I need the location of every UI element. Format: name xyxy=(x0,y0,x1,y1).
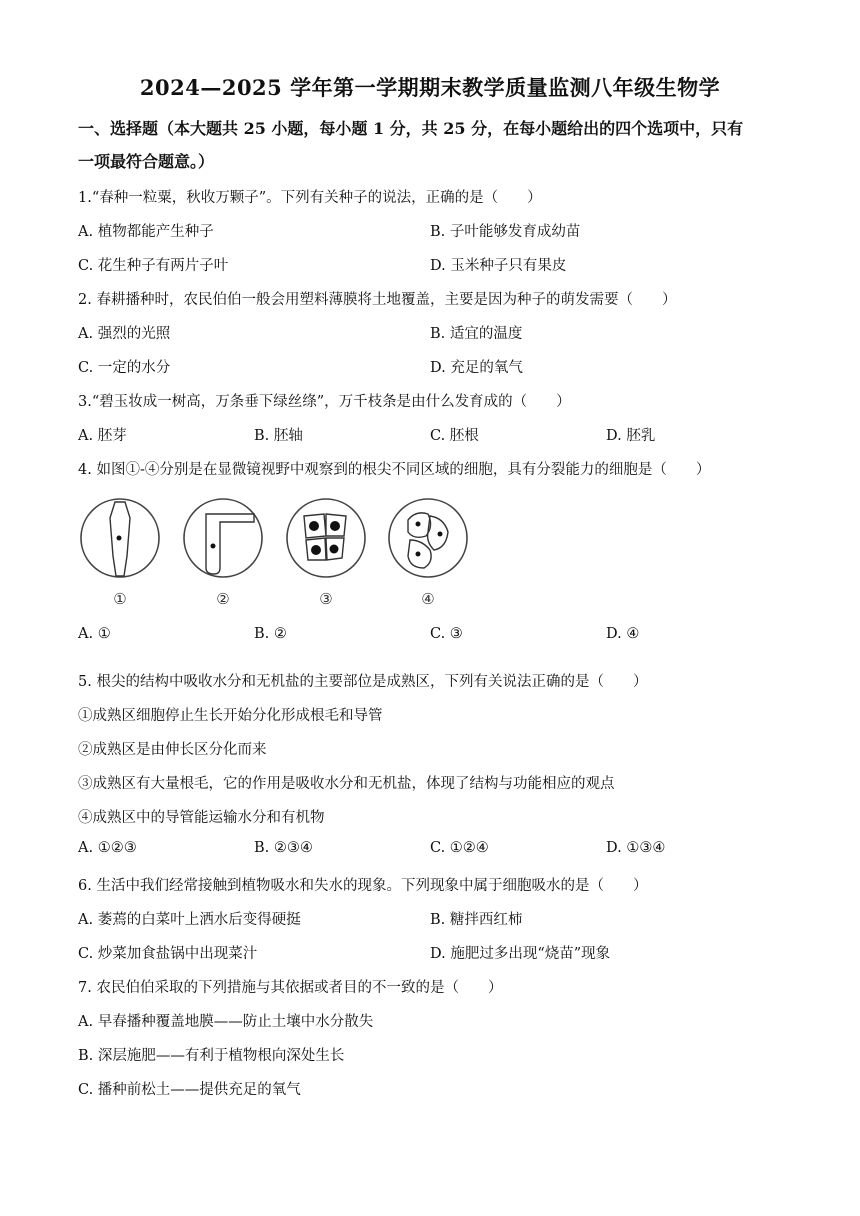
q4-option-d[interactable]: D. ④ xyxy=(606,626,640,642)
q6-option-a[interactable]: A. 萎蔫的白菜叶上洒水后变得硬挺 xyxy=(78,912,301,928)
q6-option-c[interactable]: C. 炒菜加食盐锅中出现菜汁 xyxy=(78,946,258,962)
q6-stem: 6. 生活中我们经常接触到植物吸水和失水的现象。下列现象中属于细胞吸水的是（ ） xyxy=(78,878,648,894)
q2-option-d[interactable]: D. 充足的氧气 xyxy=(430,360,523,376)
q7-option-c[interactable]: C. 播种前松土——提供充足的氧气 xyxy=(78,1082,301,1098)
section-heading-line2: 一项最符合题意。） xyxy=(78,152,215,171)
q4-stem: 4. 如图①-④分别是在显微镜视野中观察到的根尖不同区域的细胞，具有分裂能力的细胞是（ ） xyxy=(78,462,711,478)
q2-option-b[interactable]: B. 适宜的温度 xyxy=(430,326,523,342)
q1-stem: 1.“春种一粒粟，秋收万颗子”。下列有关种子的说法，正确的是（ ） xyxy=(78,190,542,206)
q5-statement-4: ④成熟区中的导管能运输水分和有机物 xyxy=(78,810,325,826)
figure-cell-1 xyxy=(81,499,159,577)
q3-option-a[interactable]: A. 胚芽 xyxy=(78,428,127,444)
q7-option-b[interactable]: B. 深层施肥——有利于植物根向深处生长 xyxy=(78,1048,345,1064)
q6-option-d[interactable]: D. 施肥过多出现“烧苗”现象 xyxy=(430,946,611,962)
q1-option-c[interactable]: C. 花生种子有两片子叶 xyxy=(78,258,229,274)
figure-cell-2 xyxy=(184,499,262,577)
q5-option-b[interactable]: B. ②③④ xyxy=(254,840,313,856)
q7-stem: 7. 农民伯伯采取的下列措施与其依据或者目的不一致的是（ ） xyxy=(78,980,503,996)
q3-stem: 3.“碧玉妆成一树高，万条垂下绿丝绦”，万千枝条是由什么发育成的（ ） xyxy=(78,394,571,410)
q2-option-a[interactable]: A. 强烈的光照 xyxy=(78,326,171,342)
q4-option-a[interactable]: A. ① xyxy=(78,626,111,642)
q1-option-d[interactable]: D. 玉米种子只有果皮 xyxy=(430,258,567,274)
q3-option-d[interactable]: D. 胚乳 xyxy=(606,428,656,444)
q2-stem: 2. 春耕播种时，农民伯伯一般会用塑料薄膜将土地覆盖，主要是因为种子的萌发需要（ ） xyxy=(78,292,677,308)
q5-statement-3: ③成熟区有大量根毛，它的作用是吸收水分和无机盐，体现了结构与功能相应的观点 xyxy=(78,776,615,792)
figure-cell-3 xyxy=(287,499,365,577)
figure-label-4: ④ xyxy=(421,590,435,608)
q1-option-a[interactable]: A. 植物都能产生种子 xyxy=(78,224,214,240)
q5-statement-1: ①成熟区细胞停止生长开始分化形成根毛和导管 xyxy=(78,708,383,724)
q5-option-d[interactable]: D. ①③④ xyxy=(606,840,666,856)
figure-label-1: ① xyxy=(113,590,127,608)
q1-option-b[interactable]: B. 子叶能够发育成幼苗 xyxy=(430,224,581,240)
figure-cell-4 xyxy=(389,499,467,577)
section-heading-line1: 一、选择题（本大题共 25 小题，每小题 1 分，共 25 分，在每小题给出的四个选项中，只有 xyxy=(78,119,744,138)
q4-option-b[interactable]: B. ② xyxy=(254,626,287,642)
q5-stem: 5. 根尖的结构中吸收水分和无机盐的主要部位是成熟区，下列有关说法正确的是（ ） xyxy=(78,674,648,690)
q2-option-c[interactable]: C. 一定的水分 xyxy=(78,360,171,376)
q3-option-c[interactable]: C. 胚根 xyxy=(430,428,479,444)
q7-option-a[interactable]: A. 早春播种覆盖地膜——防止土壤中水分散失 xyxy=(78,1014,374,1030)
q6-option-b[interactable]: B. 糖拌西红柿 xyxy=(430,912,523,928)
q5-option-a[interactable]: A. ①②③ xyxy=(78,840,137,856)
page-title: 2024—2025 学年第一学期期末教学质量监测八年级生物学 xyxy=(139,75,721,100)
q5-option-c[interactable]: C. ①②④ xyxy=(430,840,489,856)
q5-statement-2: ②成熟区是由伸长区分化而来 xyxy=(78,742,267,758)
root-tip-cells-figure xyxy=(78,496,478,616)
q3-option-b[interactable]: B. 胚轴 xyxy=(254,428,303,444)
figure-label-3: ③ xyxy=(319,590,333,608)
figure-label-2: ② xyxy=(216,590,230,608)
q4-option-c[interactable]: C. ③ xyxy=(430,626,463,642)
